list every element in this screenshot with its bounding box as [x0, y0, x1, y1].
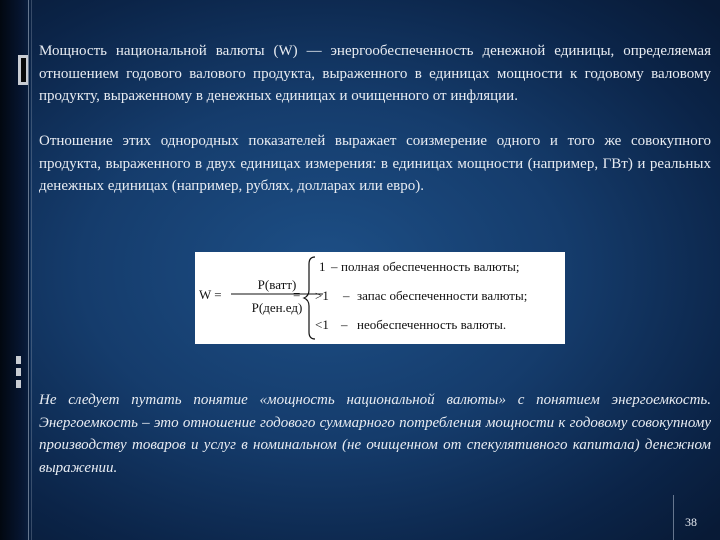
side-marker	[16, 356, 21, 364]
formula-lhs: W =	[199, 287, 222, 302]
paragraph-explanation: Отношение этих однородных показателей выражает соизмерение одного и того же совокупного продукта, выраженного в двух единицах измерения: в единицах мощности (например, ГВт) и реальных денежных единицах (например, рублях, долларах или евро).	[39, 133, 711, 194]
case-3-dash: –	[341, 317, 348, 332]
case-1-condition: 1	[319, 259, 326, 274]
case-3-condition: <1	[315, 317, 329, 332]
case-1-dash: –	[331, 259, 338, 274]
formula-svg	[195, 252, 565, 344]
paragraph-definition: Мощность национальной валюты (W) — энергообеспеченность денежной единицы, определяемая отношением годового валового продукта, выраженного в единицах мощности к годовому валовому продукту, выраженному в денежных единицах и очищенного от инфляции.	[39, 43, 711, 104]
case-2-text: запас обеспеченности валюты;	[357, 288, 528, 303]
case-2-condition: >1	[315, 288, 329, 303]
paragraph-energy-intensity: Не следует путать понятие «мощность национальной валюты» с понятием энергоемкость. Энергоемкость – это отношение годового суммарного потребления мощности к годовому совокупному производству товаров и услуг в номинальном (не очищенном от спекулятивного капитала) денежном выражении.	[39, 392, 711, 476]
case-2-dash: –	[343, 288, 350, 303]
divider-line	[28, 0, 29, 540]
formula-denominator: P(ден.ед)	[251, 300, 303, 315]
side-marker	[16, 368, 21, 376]
formula-equals: =	[293, 287, 301, 302]
divider-line	[31, 0, 32, 540]
case-1-text: полная обеспеченность валюты;	[341, 259, 520, 274]
case-3-text: необеспеченность валюты.	[357, 317, 507, 332]
left-brace	[304, 257, 315, 339]
formula-numerator: P(ватт)	[257, 277, 297, 292]
top-marker-dark	[21, 58, 26, 82]
formula-image	[195, 252, 565, 344]
page-number: 38	[685, 515, 697, 529]
side-marker	[16, 380, 21, 388]
bottom-divider-line	[673, 495, 674, 540]
